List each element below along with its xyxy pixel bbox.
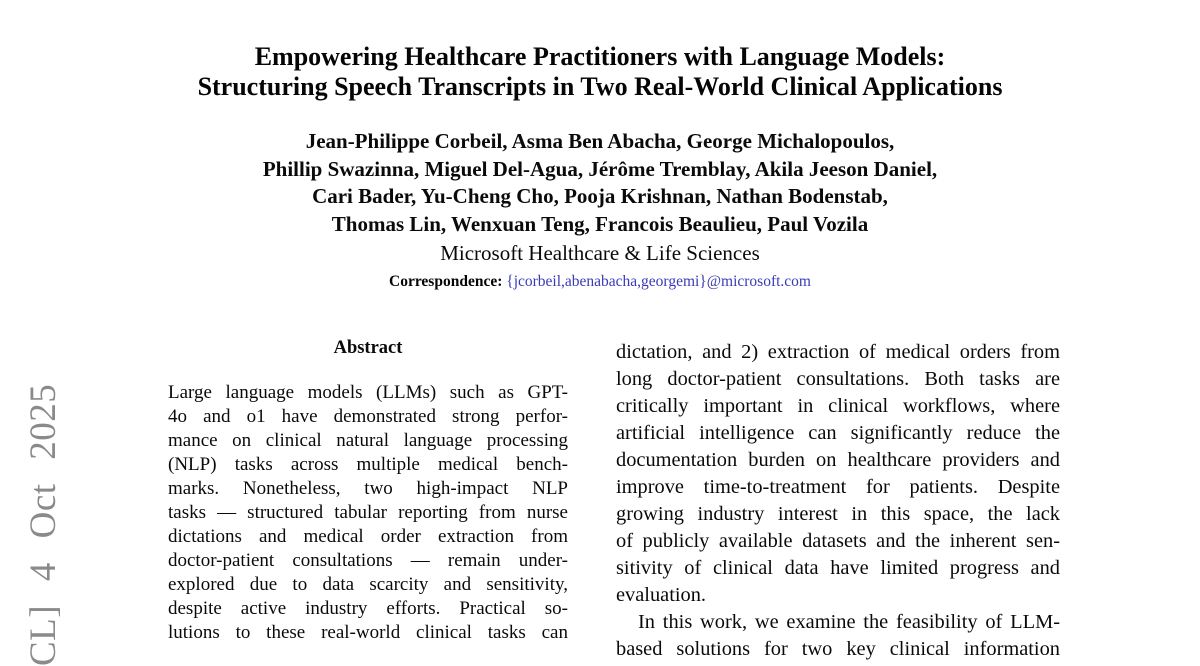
- text-line: evaluation.: [616, 584, 707, 606]
- correspondence-label: Correspondence:: [389, 273, 503, 290]
- text-line: (NLP) tasks across multiple medical bench-: [168, 454, 568, 475]
- text-line: marks. Nonetheless, two high-impact NLP: [168, 478, 568, 499]
- abstract-body: [168, 381, 568, 645]
- paper-title-line-1: Empowering Healthcare Practitioners with Language Models:: [254, 42, 946, 71]
- author-line: Cari Bader, Yu-Cheng Cho, Pooja Krishnan, Nathan Bodenstab,: [312, 184, 888, 208]
- arxiv-watermark: CL] 4 Oct 2025: [23, 383, 64, 666]
- text-line: critically important in clinical workflows, where: [616, 395, 1060, 417]
- affiliation: Microsoft Healthcare & Life Sciences: [440, 241, 760, 265]
- text-line: artificial intelligence can significantly reduce the: [616, 422, 1060, 444]
- text-line: of publicly available datasets and the inherent sen-: [616, 530, 1060, 552]
- text-line: dictation, and 2) extraction of medical orders from: [616, 341, 1060, 363]
- right-column-body: [616, 339, 1060, 663]
- text-line: sitivity of clinical data have limited progress and: [616, 557, 1060, 579]
- text-line: explored due to data scarcity and sensitivity,: [168, 574, 568, 595]
- text-line: improve time-to-treatment for patients. Despite: [616, 476, 1060, 498]
- text-line: mance on clinical natural language processing: [168, 430, 568, 451]
- text-line: tasks — structured tabular reporting from nurse: [168, 502, 568, 523]
- text-line: documentation burden on healthcare providers and: [616, 449, 1060, 471]
- text-line: doctor-patient consultations — remain under-: [168, 550, 568, 571]
- text-line: growing industry interest in this space, the lack: [616, 503, 1060, 525]
- text-line: Large language models (LLMs) such as GPT-: [168, 382, 568, 403]
- author-list: [0, 128, 1200, 238]
- text-line: 4o and o1 have demonstrated strong perfor-: [168, 406, 568, 427]
- correspondence-line: [0, 272, 1200, 292]
- paper-title-line-2: Structuring Speech Transcripts in Two Real-World Clinical Applications: [197, 72, 1003, 101]
- text-line: based solutions for two key clinical information: [616, 638, 1060, 660]
- text-line: lutions to these real-world clinical tasks can: [168, 622, 568, 643]
- text-line: despite active industry efforts. Practical so-: [168, 598, 568, 619]
- correspondence-email-link[interactable]: {jcorbeil,abenabacha,georgemi}@microsoft.com: [506, 273, 811, 290]
- author-line: Phillip Swazinna, Miguel Del-Agua, Jérôme Tremblay, Akila Jeeson Daniel,: [262, 156, 938, 181]
- author-line: Jean-Philippe Corbeil, Asma Ben Abacha, George Michalopoulos,: [305, 129, 895, 153]
- abstract-heading: Abstract: [333, 338, 403, 358]
- paper-title: [0, 42, 1200, 102]
- author-line: Thomas Lin, Wenxuan Teng, Francois Beaulieu, Paul Vozila: [331, 211, 869, 236]
- text-line: dictations and medical order extraction from: [168, 526, 568, 547]
- text-line: In this work, we examine the feasibility of LLM-: [638, 611, 1060, 633]
- text-line: long doctor-patient consultations. Both tasks are: [616, 368, 1060, 390]
